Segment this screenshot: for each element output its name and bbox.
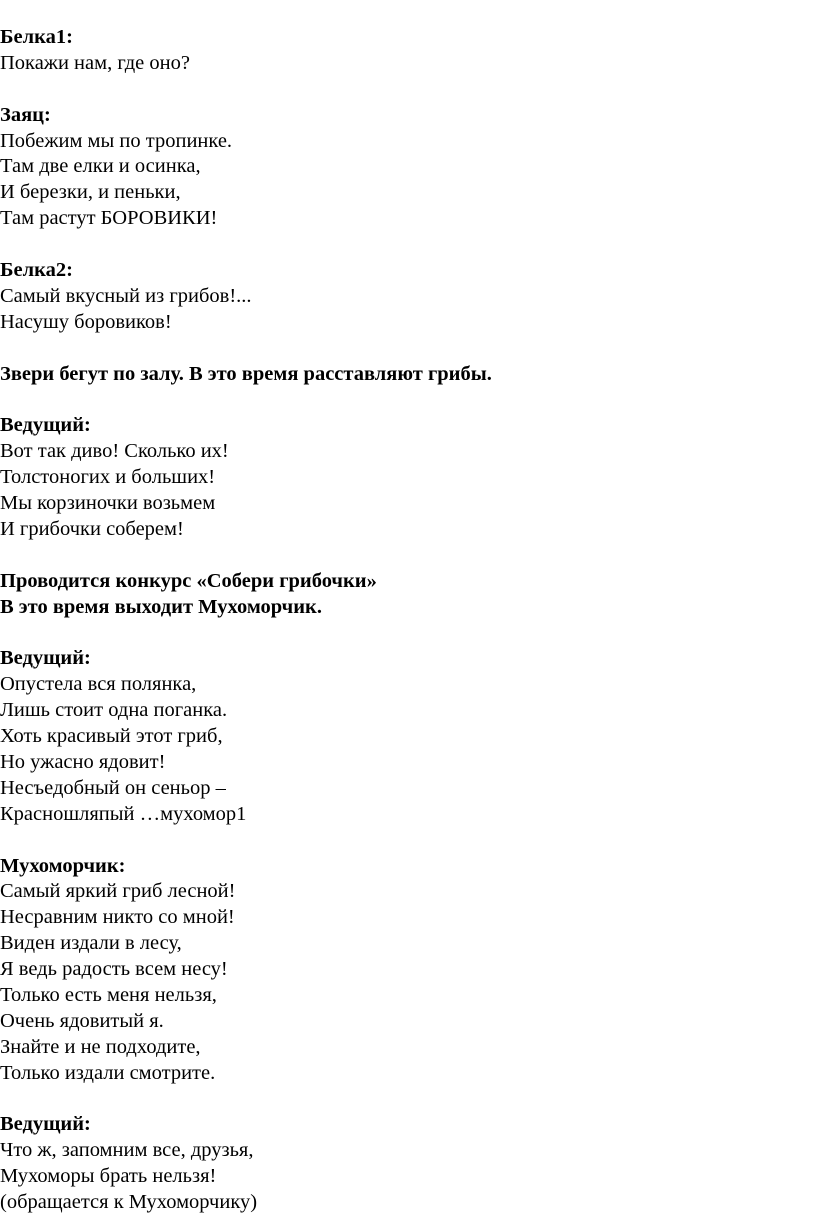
dialogue-line: Только издали смотрите.: [0, 1061, 216, 1084]
paragraph-gap: [0, 543, 800, 569]
paragraph-gap: [0, 1087, 800, 1113]
dialogue-line: Я ведь радость всем несу!: [0, 958, 228, 981]
dialogue-line: Там растут БОРОВИКИ!: [0, 207, 218, 230]
dialogue-line: Виден издали в лесу,: [0, 932, 182, 955]
dialogue-line: Хоть красивый этот гриб,: [0, 725, 223, 748]
dialogue-line: Только есть меня нельзя,: [0, 983, 217, 1006]
paragraph-gap: [0, 828, 800, 854]
dialogue-line: Там две елки и осинка,: [0, 155, 201, 178]
paragraph-gap: [0, 336, 800, 362]
speaker-label: Белка1:: [0, 26, 73, 48]
dialogue-line: Побежим мы по тропинке.: [0, 129, 233, 152]
dialogue-line: Вот так диво! Сколько их!: [0, 440, 229, 463]
dialogue-line: И березки, и пеньки,: [0, 181, 181, 204]
speaker-label: Ведущий:: [0, 1113, 91, 1136]
dialogue-line: Самый вкусный из грибов!...: [0, 284, 252, 307]
stage-direction: Звери бегут по залу. В это время расставляют грибы.: [0, 362, 492, 385]
dialogue-line: Мы корзиночки возьмем: [0, 492, 216, 515]
paragraph-gap: [0, 387, 800, 413]
document-page: [0, 25, 800, 1216]
speaker-label: Ведущий:: [0, 647, 91, 670]
dialogue-line: Лишь стоит одна поганка.: [0, 699, 228, 722]
dialogue-line: Красношляпый …мухомор1: [0, 802, 247, 825]
dialogue-line: И грибочки соберем!: [0, 517, 184, 540]
speaker-label: Заяц:: [0, 103, 51, 126]
paragraph-gap: [0, 77, 800, 103]
paragraph-gap: [0, 620, 800, 646]
stage-direction: В это время выходит Мухоморчик.: [0, 595, 322, 618]
dialogue-line: Мухоморы брать нельзя!: [0, 1165, 217, 1188]
dialogue-line: (обращается к Мухоморчику): [0, 1191, 258, 1214]
speaker-label: Белка2:: [0, 259, 73, 282]
dialogue-line: Опустела вся полянка,: [0, 673, 197, 696]
dialogue-line: Насушу боровиков!: [0, 310, 172, 333]
dialogue-line: Знайте и не подходите,: [0, 1035, 201, 1058]
dialogue-line: Самый яркий гриб лесной!: [0, 880, 236, 903]
speaker-label: Мухоморчик:: [0, 854, 126, 877]
dialogue-line: Несъедобный он сеньор –: [0, 776, 226, 799]
dialogue-line: Толстоногих и больших!: [0, 466, 216, 489]
dialogue-line: Покажи нам, где оно?: [0, 51, 190, 74]
dialogue-line: Что ж, запомним все, друзья,: [0, 1139, 254, 1162]
dialogue-line: Несравним никто со мной!: [0, 906, 235, 929]
stage-direction: Проводится конкурс «Собери грибочки»: [0, 569, 377, 592]
speaker-label: Ведущий:: [0, 414, 91, 437]
dialogue-line: Но ужасно ядовит!: [0, 750, 166, 773]
dialogue-line: Очень ядовитый я.: [0, 1009, 164, 1032]
paragraph-gap: [0, 232, 800, 258]
